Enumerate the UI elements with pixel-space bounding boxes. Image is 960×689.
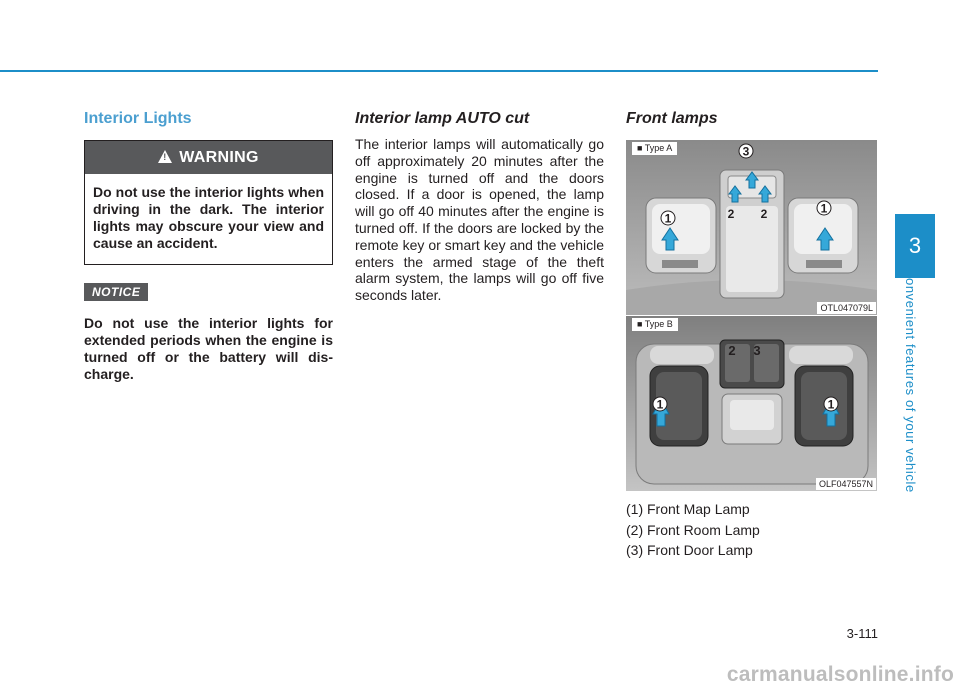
chapter-title: Convenient features of your vehicle	[903, 268, 918, 493]
front-lamps-section	[626, 108, 877, 561]
auto-cut-section	[355, 108, 604, 304]
caption-front-door-lamp: (3) Front Door Lamp	[626, 542, 753, 558]
interior-lights-section	[84, 108, 333, 383]
callout-3: 3	[753, 343, 761, 358]
callout-2-left: 2	[727, 207, 735, 221]
callout-2-right: 2	[760, 207, 768, 221]
header-rule	[0, 70, 878, 72]
callout-2: 2	[728, 343, 736, 358]
callout-1-right: 1	[820, 201, 828, 216]
notice-badge: NOTICE	[84, 283, 148, 301]
warning-box	[84, 140, 333, 265]
type-b-label: ■ Type B	[632, 318, 678, 331]
auto-cut-body: The interior lamps will automatically go off approximately 20 minutes after the engine is turned off and the doors closed. If a door is opened, the lamp will go off 40 minutes after the engine is turned off. If the doors are locked by the remote key or smart key and the vehicle enters the armed stage of the theft alarm system, the lamps will go off five seconds later.	[355, 136, 604, 304]
type-b-overhead-console-illustration	[626, 316, 877, 491]
warning-text: Do not use the interior lights when driving in the dark. The interior lights may obscure your view and cause an accident.	[93, 184, 324, 251]
warning-label: WARNING	[179, 148, 259, 166]
auto-cut-heading: Interior lamp AUTO cut	[355, 110, 530, 127]
callout-1-left: 1	[664, 211, 672, 226]
watermark: carmanualsonline.info	[726, 663, 954, 686]
warning-header	[85, 141, 332, 174]
callout-1-left: 1	[656, 397, 664, 412]
callout-3: 3	[742, 144, 750, 159]
type-b-code: OLF047557N	[816, 478, 876, 490]
type-a-label: ■ Type A	[632, 142, 677, 155]
warning-icon	[158, 150, 172, 163]
caption-front-room-lamp: (2) Front Room Lamp	[626, 521, 760, 538]
page-number: 3-111	[846, 626, 878, 641]
front-lamps-heading: Front lamps	[626, 110, 718, 127]
type-a-code: OTL047079L	[817, 302, 876, 314]
chapter-number: 3	[908, 233, 922, 258]
lamp-captions	[626, 499, 877, 561]
type-a-overhead-console-illustration	[626, 140, 877, 315]
caption-front-map-lamp: (1) Front Map Lamp	[626, 501, 750, 517]
figure-type-b	[626, 316, 877, 491]
callout-1-right: 1	[827, 397, 835, 412]
interior-lights-heading: Interior Lights	[84, 110, 192, 127]
figure-type-a	[626, 140, 877, 315]
notice-text: Do not use the interior lights for extended periods when the engine is turned off or the battery will dis-charge.	[84, 315, 333, 382]
